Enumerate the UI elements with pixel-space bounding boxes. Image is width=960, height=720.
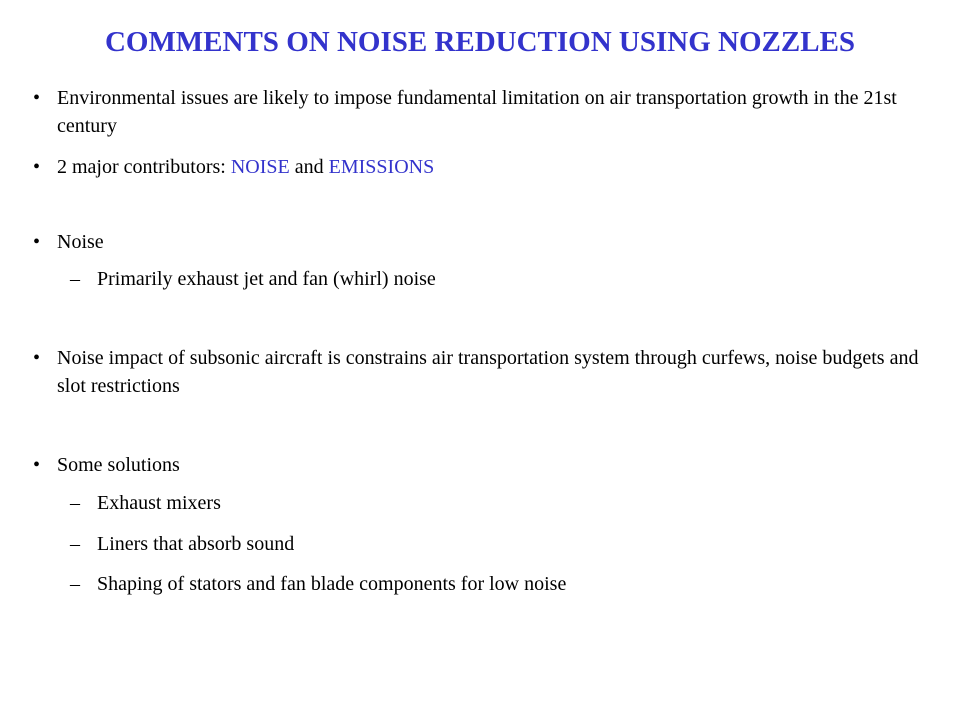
sub-text-exhaust-jet: Primarily exhaust jet and fan (whirl) noise	[97, 268, 436, 290]
bullet-text-noise: Noise	[57, 231, 104, 253]
dash-icon: –	[70, 573, 80, 595]
bullet-icon: •	[33, 156, 41, 178]
dash-icon: –	[70, 492, 80, 514]
bullet-icon: •	[33, 87, 41, 109]
dash-icon: –	[70, 268, 80, 290]
contributors-middle: and	[289, 156, 329, 178]
bullet-icon: •	[33, 347, 41, 369]
bullet-text-solutions: Some solutions	[57, 454, 180, 476]
bullet-icon: •	[33, 454, 41, 476]
noise-highlight: NOISE	[230, 156, 290, 178]
slide-title: COMMENTS ON NOISE REDUCTION USING NOZZLES	[104, 26, 856, 58]
emissions-highlight: EMISSIONS	[328, 156, 435, 178]
contributors-prefix: 2 major contributors:	[57, 156, 231, 178]
bullet-text-impact: Noise impact of subsonic aircraft is constrains air transportation system through curfews, noise budgets and slot restrictions	[57, 347, 919, 397]
sub-text-exhaust-mixers: Exhaust mixers	[97, 492, 221, 514]
dash-icon: –	[70, 533, 80, 555]
sub-text-liners: Liners that absorb sound	[97, 533, 295, 555]
sub-text-shaping: Shaping of stators and fan blade components for low noise	[97, 573, 567, 595]
bullet-text-environmental: Environmental issues are likely to impose fundamental limitation on air transportation growth in the 21st century	[57, 87, 897, 137]
bullet-icon: •	[33, 231, 41, 253]
bullet-text-contributors	[57, 153, 927, 181]
